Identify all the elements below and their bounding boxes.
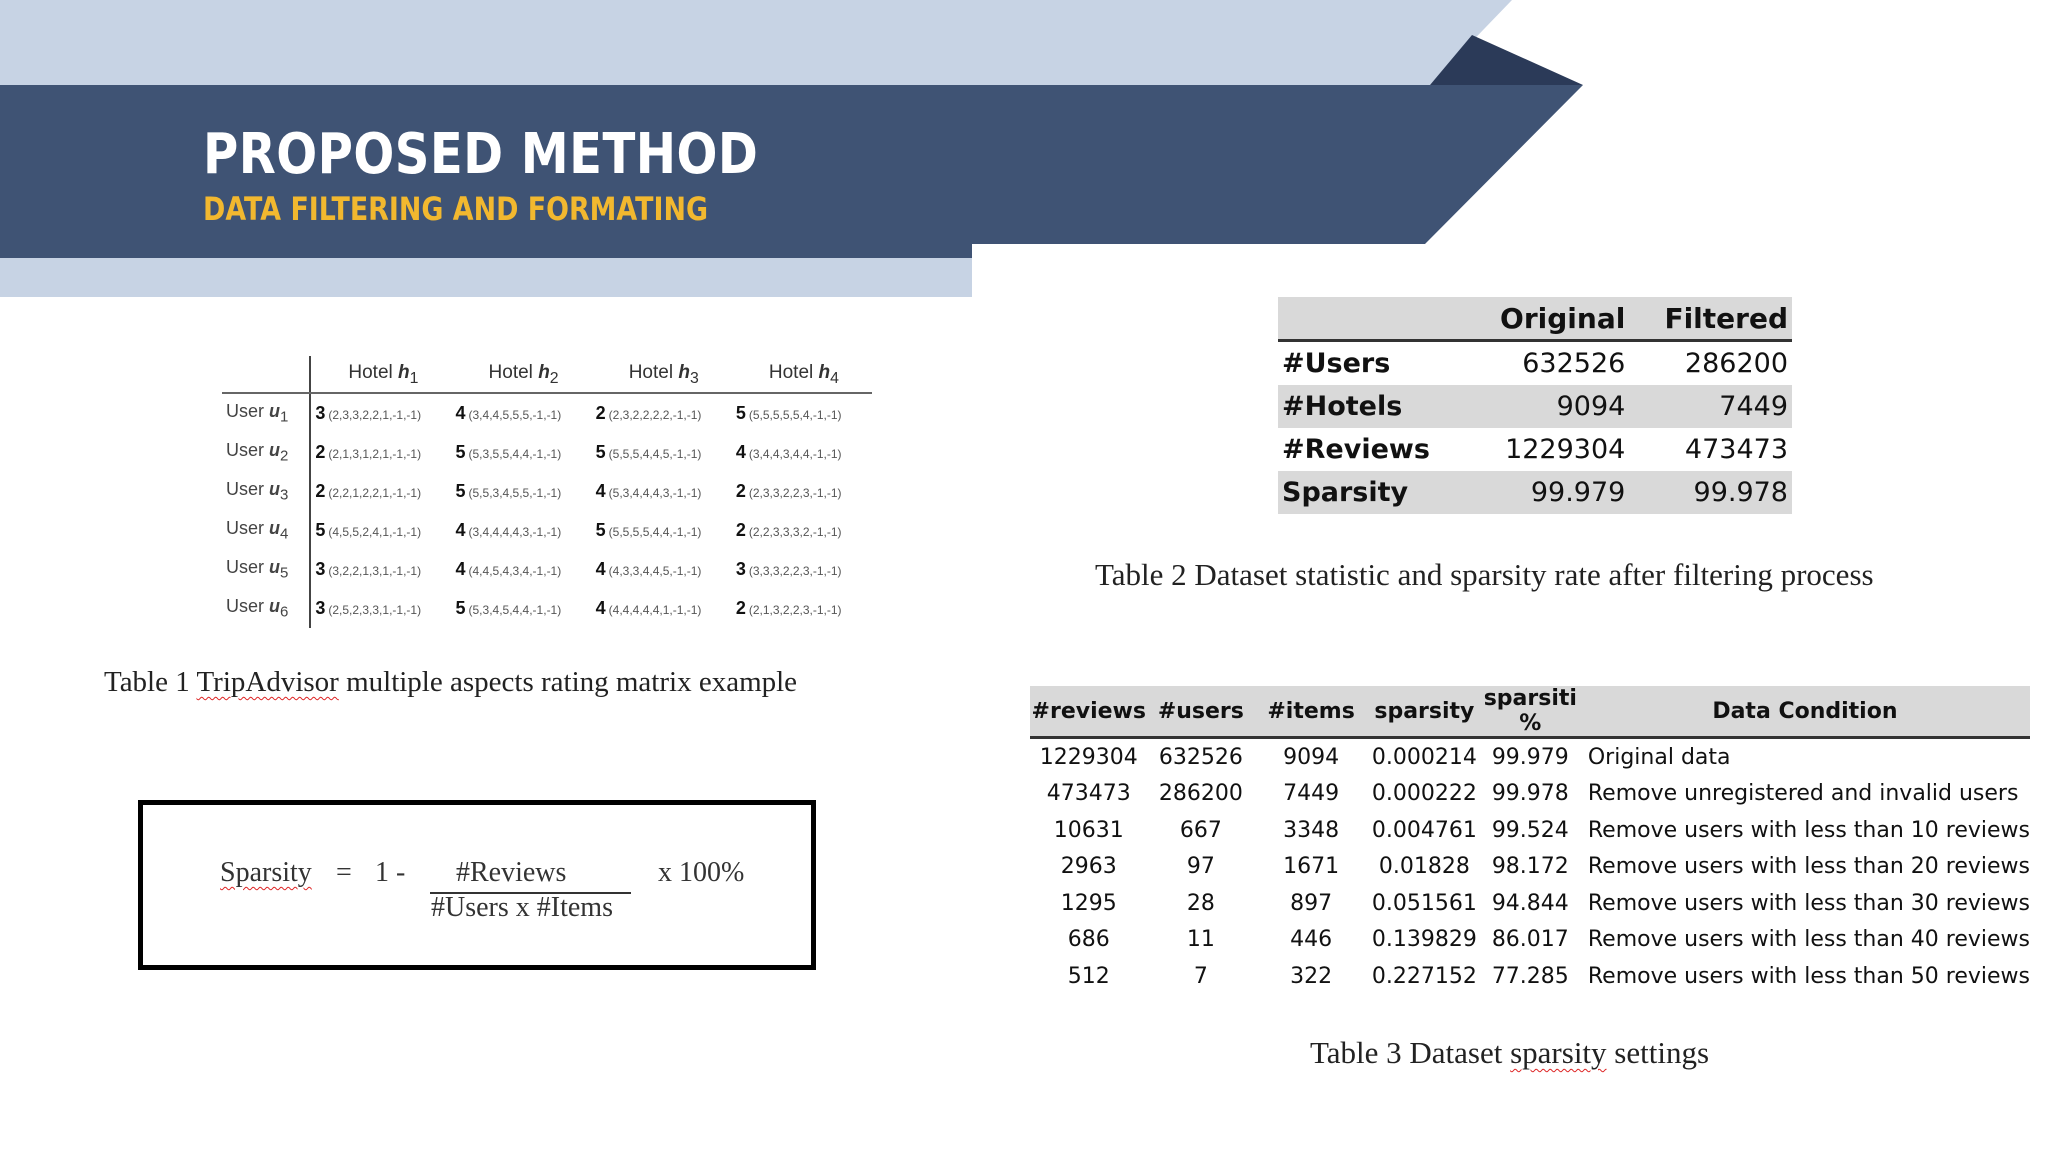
table1-row <box>222 550 872 589</box>
table3-value-cell: 0.000222 <box>1371 781 1477 807</box>
table2-row-label: Sparsity <box>1278 471 1436 514</box>
table1-row <box>222 511 872 550</box>
table1-row-label: User $u_5$ <box>222 550 310 589</box>
table1-caption: Table 1 TripAdvisor multiple aspects rating matrix example <box>104 666 798 698</box>
table1-rating-cell: 4 (3,4,4,5,5,5,-1,-1) <box>455 402 562 423</box>
table1-rating-cell: 2 (2,1,3,1,2,1,-1,-1) <box>315 441 422 462</box>
table3-value-cell: 86.017 <box>1491 927 1569 953</box>
table1-corner <box>222 356 310 393</box>
table3-header-cell: Data Condition <box>1580 686 2030 738</box>
table1-rating-cell: 5 (5,5,5,5,4,4,-1,-1) <box>595 519 702 540</box>
table3-value-cell: 0.139829 <box>1371 927 1477 953</box>
table1-row <box>222 589 872 628</box>
table2-row <box>1278 428 1792 471</box>
table1-row <box>222 393 872 433</box>
table1-rating-cell: 5 (5,5,3,4,5,5,-1,-1) <box>455 480 562 501</box>
table1-rating-cell: 5 (5,5,5,5,5,4,-1,-1) <box>735 402 842 423</box>
table2-row <box>1278 385 1792 428</box>
table3-value-cell: 1671 <box>1283 854 1340 880</box>
table3-header-cell: #users <box>1148 686 1255 738</box>
table3-value-cell: 0.051561 <box>1371 890 1477 916</box>
table1-col-header: Hotel $h_4$ <box>732 356 872 393</box>
table1-col-header: Hotel $h_1$ <box>310 356 451 393</box>
table3-value-cell: 99.979 <box>1491 744 1569 770</box>
table3-condition-cell: Remove users with less than 30 reviews <box>1587 890 2030 916</box>
table1-rating-cell: 5 (5,3,4,5,4,4,-1,-1) <box>455 597 562 618</box>
dataset-statistics-table <box>1278 297 1792 514</box>
rating-matrix-table <box>222 356 872 628</box>
table3-row <box>1030 958 2030 995</box>
table3-header-cell: sparsity <box>1368 686 1481 738</box>
table2-row-label: #Users <box>1282 348 1391 379</box>
table3-value-cell: 2963 <box>1060 854 1117 880</box>
table3-value-cell: 0.227152 <box>1371 963 1477 989</box>
table3-caption: Table 3 Dataset sparsity settings <box>1310 1035 1710 1070</box>
table1-rating-cell: 2 (2,1,3,2,2,3,-1,-1) <box>735 597 842 618</box>
table3-condition-cell: Original data <box>1587 744 1731 770</box>
formula-numerator: #Reviews <box>456 857 567 888</box>
table3-value-cell: 473473 <box>1046 781 1131 807</box>
table1-rating-cell: 4 (5,3,4,4,4,3,-1,-1) <box>595 480 702 501</box>
table3-value-cell: 0.01828 <box>1378 854 1470 880</box>
table3-condition-cell: Remove users with less than 50 reviews <box>1587 963 2030 989</box>
table1-row <box>222 472 872 511</box>
table3-value-cell: 1295 <box>1060 890 1117 916</box>
formula-equals: = <box>336 857 352 888</box>
table3-header-cell: #items <box>1254 686 1368 738</box>
table3-value-cell: 77.285 <box>1491 963 1569 989</box>
table1-rating-cell: 3 (2,5,2,3,3,1,-1,-1) <box>315 597 422 618</box>
table3-header-cell: sparsiti % <box>1481 686 1580 738</box>
formula-one-minus: 1 - <box>375 857 406 888</box>
table1-rating-cell: 2 (2,2,3,3,3,2,-1,-1) <box>735 519 842 540</box>
table3-value-cell: 11 <box>1186 927 1215 953</box>
sparsity-settings-table <box>1030 686 2030 995</box>
table2-header-cell <box>1278 297 1436 341</box>
table1-rating-cell: 2 (2,3,2,2,2,2,-1,-1) <box>595 402 702 423</box>
table1-row-label: User $u_2$ <box>222 433 310 472</box>
table2-header-cell: Original <box>1436 297 1630 341</box>
table1-rating-cell: 4 (4,4,4,4,4,1,-1,-1) <box>595 597 702 618</box>
table3-value-cell: 97 <box>1186 854 1215 880</box>
table1-rating-cell: 4 (4,3,3,4,4,5,-1,-1) <box>595 558 702 579</box>
table1-rating-cell: 3 (3,2,2,1,3,1,-1,-1) <box>315 558 422 579</box>
table1-row <box>222 433 872 472</box>
table1-row-label: User $u_4$ <box>222 511 310 550</box>
table1-row-label: User $u_6$ <box>222 589 310 628</box>
table3-value-cell: 1229304 <box>1039 744 1138 770</box>
formula-times: x 100% <box>658 857 745 888</box>
formula-lhs: Sparsity <box>220 857 312 888</box>
table2-value: 9094 <box>1436 385 1630 428</box>
table2-row <box>1278 471 1792 514</box>
table1-rating-cell: 4 (3,4,4,3,4,4,-1,-1) <box>735 441 842 462</box>
table3-row <box>1030 738 2030 776</box>
table2-value: 99.979 <box>1436 471 1630 514</box>
table1-header-row <box>222 356 872 393</box>
table3-row <box>1030 812 2030 849</box>
table3-value-cell: 0.004761 <box>1371 817 1477 843</box>
table3-value-cell: 897 <box>1290 890 1333 916</box>
table3-row <box>1030 922 2030 959</box>
table2-row-label: #Hotels <box>1278 385 1436 428</box>
table2-value: 632526 <box>1522 348 1626 379</box>
table3-condition-cell: Remove users with less than 10 reviews <box>1587 817 2030 843</box>
table1-rating-cell: 3 (3,3,3,2,2,3,-1,-1) <box>735 558 842 579</box>
table3-row <box>1030 776 2030 813</box>
table1-rating-cell: 5 (5,5,5,4,4,5,-1,-1) <box>595 441 702 462</box>
formula-denominator: #Users x #Items <box>431 892 613 923</box>
table3-condition-cell: Remove users with less than 40 reviews <box>1587 927 2030 953</box>
table1-col-header: Hotel $h_3$ <box>592 356 732 393</box>
table2-header-cell: Filtered <box>1629 297 1792 341</box>
table1-row-label: User $u_1$ <box>222 393 310 433</box>
table1-rating-cell: 5 (5,3,5,5,4,4,-1,-1) <box>455 441 562 462</box>
light-band-top <box>0 0 1512 85</box>
sparsity-formula-box <box>138 800 816 970</box>
table3-value-cell: 99.978 <box>1491 781 1569 807</box>
table3-value-cell: 3348 <box>1283 817 1340 843</box>
table3-value-cell: 512 <box>1067 963 1110 989</box>
table3-value-cell: 28 <box>1186 890 1215 916</box>
table3-value-cell: 632526 <box>1158 744 1243 770</box>
table2-caption: Table 2 Dataset statistic and sparsity rate after filtering process <box>1095 557 1874 592</box>
table2-header-row <box>1278 297 1792 341</box>
table2-value: 473473 <box>1684 434 1788 465</box>
table1-rating-cell: 3 (2,3,3,2,2,1,-1,-1) <box>315 402 422 423</box>
table3-value-cell: 98.172 <box>1491 854 1569 880</box>
table3-condition-cell: Remove unregistered and invalid users <box>1587 781 2019 807</box>
table3-value-cell: 99.524 <box>1491 817 1569 843</box>
table3-row <box>1030 849 2030 886</box>
table2-value: 1229304 <box>1505 434 1626 465</box>
table3-value-cell: 10631 <box>1053 817 1124 843</box>
table1-rating-cell: 5 (4,5,5,2,4,1,-1,-1) <box>315 519 422 540</box>
table1-rating-cell: 4 (3,4,4,4,4,3,-1,-1) <box>455 519 562 540</box>
table3-condition-cell: Remove users with less than 20 reviews <box>1587 854 2030 880</box>
table3-value-cell: 686 <box>1067 927 1110 953</box>
page-subtitle: DATA FILTERING AND FORMATING <box>203 190 709 228</box>
table3-value-cell: 446 <box>1290 927 1333 953</box>
table3-row <box>1030 885 2030 922</box>
table2-value: 99.978 <box>1629 471 1792 514</box>
table2-row <box>1278 341 1792 386</box>
table3-header-cell: #reviews <box>1030 686 1148 738</box>
table3-value-cell: 0.000214 <box>1371 744 1477 770</box>
table3-value-cell: 286200 <box>1158 781 1243 807</box>
table3-value-cell: 94.844 <box>1491 890 1569 916</box>
table1-row-label: User $u_3$ <box>222 472 310 511</box>
table2-row-label: #Reviews <box>1282 434 1430 465</box>
table3-value-cell: 7449 <box>1283 781 1340 807</box>
table3-value-cell: 7 <box>1193 963 1208 989</box>
table3-value-cell: 322 <box>1290 963 1333 989</box>
table1-rating-cell: 4 (4,4,5,4,3,4,-1,-1) <box>455 558 562 579</box>
page-title: PROPOSED METHOD <box>203 122 759 187</box>
table3-header-row <box>1030 686 2030 738</box>
table1-rating-cell: 2 (2,2,1,2,2,1,-1,-1) <box>315 480 422 501</box>
table3-value-cell: 667 <box>1179 817 1222 843</box>
table2-value: 7449 <box>1629 385 1792 428</box>
table3-value-cell: 9094 <box>1283 744 1340 770</box>
table1-rating-cell: 2 (2,3,3,2,2,3,-1,-1) <box>735 480 842 501</box>
table1-col-header: Hotel $h_2$ <box>452 356 592 393</box>
table2-value: 286200 <box>1684 348 1788 379</box>
